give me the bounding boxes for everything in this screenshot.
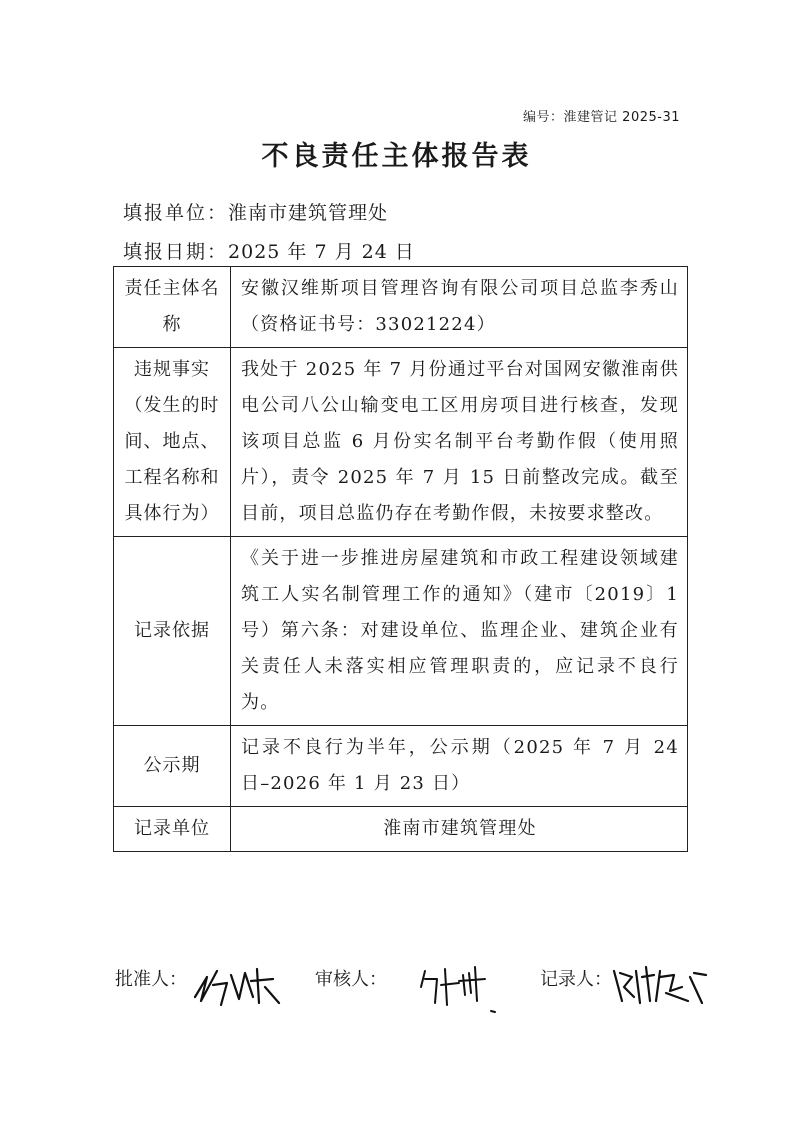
reviewer-block (315, 965, 387, 991)
recorder-label: 记录人： (540, 969, 612, 990)
fill-unit-value: 淮南市建筑管理处 (228, 202, 389, 224)
row-content-basis: 《关于进一步推进房屋建筑和市政工程建设领域建筑工人实名制管理工作的通知》（建市〔2019〕1 号）第六条：对建设单位、监理企业、建筑企业有关责任人未落实相应管理职责的，应记录不良行为。 (231, 537, 688, 726)
table-row (114, 726, 688, 807)
approver-label: 批准人： (115, 969, 187, 990)
report-table (113, 266, 688, 852)
row-content-record-unit: 淮南市建筑管理处 (231, 807, 688, 852)
table-row (114, 807, 688, 852)
fill-unit-label: 填报单位： (123, 202, 229, 224)
fill-date-label: 填报日期： (123, 241, 229, 263)
fill-unit-line (123, 198, 388, 225)
signature-row (115, 965, 715, 1025)
row-content-violation: 我处于 2025 年 7 月份通过平台对国网安徽淮南供电公司八公山输变电工区用房项目进行核查，发现该项目总监 6 月份实名制平台考勤作假（使用照片），责令 2025 年 7 月 15 日前整改完成。截至目前，项目总监仍存在考勤作假，未按要求整改。 (231, 348, 688, 537)
row-content-publicity: 记录不良行为半年，公示期（2025 年 7 月 24 日–2026 年 1 月 23 日） (231, 726, 688, 807)
page-title: 不良责任主体报告表 (261, 141, 532, 172)
table-row (114, 267, 688, 348)
reviewer-label: 审核人： (315, 969, 387, 990)
fill-date-value: 2025 年 7 月 24 日 (228, 241, 415, 263)
row-content-entity: 安徽汉维斯项目管理咨询有限公司项目总监李秀山（资格证书号：33021224） (231, 267, 688, 348)
table-row (114, 348, 688, 537)
approver-signature (187, 957, 287, 1012)
row-label-record-unit: 记录单位 (114, 807, 231, 852)
document-number: 编号：淮建管记 2025-31 (523, 110, 680, 125)
row-label-entity: 责任主体名称 (114, 267, 231, 348)
reviewer-signature (415, 957, 505, 1017)
row-label-violation: 违规事实（发生的时间、地点、工程名称和具体行为） (114, 348, 231, 537)
table-row (114, 537, 688, 726)
recorder-signature (610, 957, 710, 1012)
row-label-publicity: 公示期 (114, 726, 231, 807)
recorder-block (540, 965, 612, 991)
approver-block (115, 965, 187, 991)
row-label-basis: 记录依据 (114, 537, 231, 726)
fill-date-line (123, 237, 415, 264)
